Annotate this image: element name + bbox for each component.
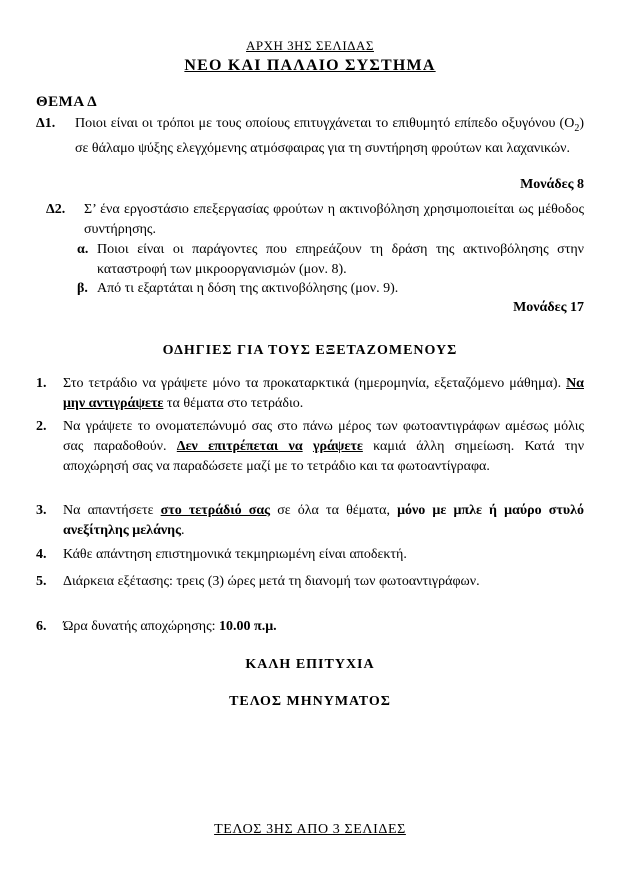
instructions-heading: ΟΔΗΓΙΕΣ ΓΙΑ ΤΟΥΣ ΕΞΕΤΑΖΟΜΕΝΟΥΣ <box>162 343 458 358</box>
page-end-marker: ΤΕΛΟΣ 3ΗΣ ΑΠΟ 3 ΣΕΛΙΔΕΣ <box>214 822 406 837</box>
instruction-1-emphasis: Να μην αντιγράψετε <box>63 376 584 411</box>
instruction-3-text <box>63 501 584 541</box>
d1-text-part2: ) σε θάλαμο ψύξης ελεγχόμενης ατμόσφαιρας για τη συντήρηση φρούτων και λαχανικών. <box>75 116 584 156</box>
instruction-4-number: 4. <box>36 547 47 562</box>
instruction-6-number: 6. <box>36 619 47 634</box>
d1-question <box>75 114 584 159</box>
d2-a-label: α. <box>77 242 89 257</box>
instruction-1-number: 1. <box>36 376 47 391</box>
instruction-3-part2: σε όλα τα θέματα, <box>270 503 398 518</box>
page-start-marker: ΑΡΧΗ 3ΗΣ ΣΕΛΙΔΑΣ <box>246 38 374 53</box>
d2-a-text: Ποιοι είναι οι παράγοντες που επηρεάζουν τη δράση της ακτινοβόλησης στην καταστροφή των μικροοργανισμών (μον. 8). <box>97 242 584 277</box>
exam-system-title: ΝΕΟ ΚΑΙ ΠΑΛΑΙΟ ΣΥΣΤΗΜΑ <box>184 57 436 74</box>
end-of-message-text: ΤΕΛΟΣ ΜΗΝΥΜΑΤΟΣ <box>229 694 391 709</box>
instruction-5-text: Διάρκεια εξέτασης: τρεις (3) ώρες μετά τη διανομή των φωτοαντιγράφων. <box>63 574 480 589</box>
instruction-2-emphasis-2: γράψετε <box>312 439 363 454</box>
instruction-3-part3: . <box>181 523 185 538</box>
instruction-6-part1: Ώρα δυνατής αποχώρησης: <box>63 619 220 634</box>
d1-text-part1: Ποιοι είναι οι τρόποι με τους οποίους επιτυγχάνεται το επιθυμητό επίπεδο οξυγόνου (Ο <box>75 116 575 131</box>
instruction-3-emphasis-underlined: στο τετράδιό σας <box>160 503 271 518</box>
instruction-4-text: Κάθε απάντηση επιστημονικά τεκμηριωμένη είναι αποδεκτή. <box>63 547 407 562</box>
d2-b-text: Από τι εξαρτάται η δόση της ακτινοβόλησης (μον. 9). <box>97 281 399 296</box>
instruction-2-part1: Να γράψετε το ονοματεπώνυμό σας στο πάνω μέρος των φωτοαντιγράφων αμέσως μόλις σας παραδοθούν. <box>63 419 584 454</box>
instruction-3-part1: Να απαντήσετε <box>63 503 161 518</box>
instruction-1-text <box>63 374 584 414</box>
instruction-2-part2: καμιά άλλη σημείωση. Κατά την αποχώρησή σας να παραδώσετε μαζί με το τετράδιο και τα φωτοαντίγραφα. <box>63 439 585 474</box>
instruction-6-time: 10.00 π.μ. <box>219 619 277 634</box>
instruction-2-number: 2. <box>36 419 47 434</box>
theme-label: ΘΕΜΑ Δ <box>36 94 98 110</box>
instruction-1-part2: τα θέματα στο τετράδιο. <box>163 396 304 411</box>
d1-subscript: 2 <box>574 122 580 134</box>
good-luck-text: ΚΑΛΗ ΕΠΙΤΥΧΙΑ <box>245 657 375 672</box>
d2-number: Δ2. <box>46 202 66 217</box>
d2-b-label: β. <box>77 281 88 296</box>
d1-points: Μονάδες 8 <box>520 177 584 192</box>
d1-number: Δ1. <box>36 116 56 131</box>
instruction-2-emphasis-1: Δεν επιτρέπεται να <box>176 439 303 454</box>
instruction-5-number: 5. <box>36 574 47 589</box>
instruction-3-number: 3. <box>36 503 47 518</box>
instruction-6-text <box>63 617 584 637</box>
instruction-1-part1: Στο τετράδιο να γράψετε μόνο τα προκαταρκτικά (ημερομηνία, εξεταζόμενο μάθημα). <box>63 376 567 391</box>
instruction-3-emphasis: μόνο με μπλε ή μαύρο στυλό ανεξίτηλης μελάνης <box>63 503 584 538</box>
d2-question: Σ’ ένα εργοστάσιο επεξεργασίας φρούτων η ακτινοβόληση χρησιμοποιείται ως μέθοδος συντήρησης. <box>84 202 584 237</box>
instruction-2-text <box>63 417 584 477</box>
d2-points: Μονάδες 17 <box>513 300 584 315</box>
